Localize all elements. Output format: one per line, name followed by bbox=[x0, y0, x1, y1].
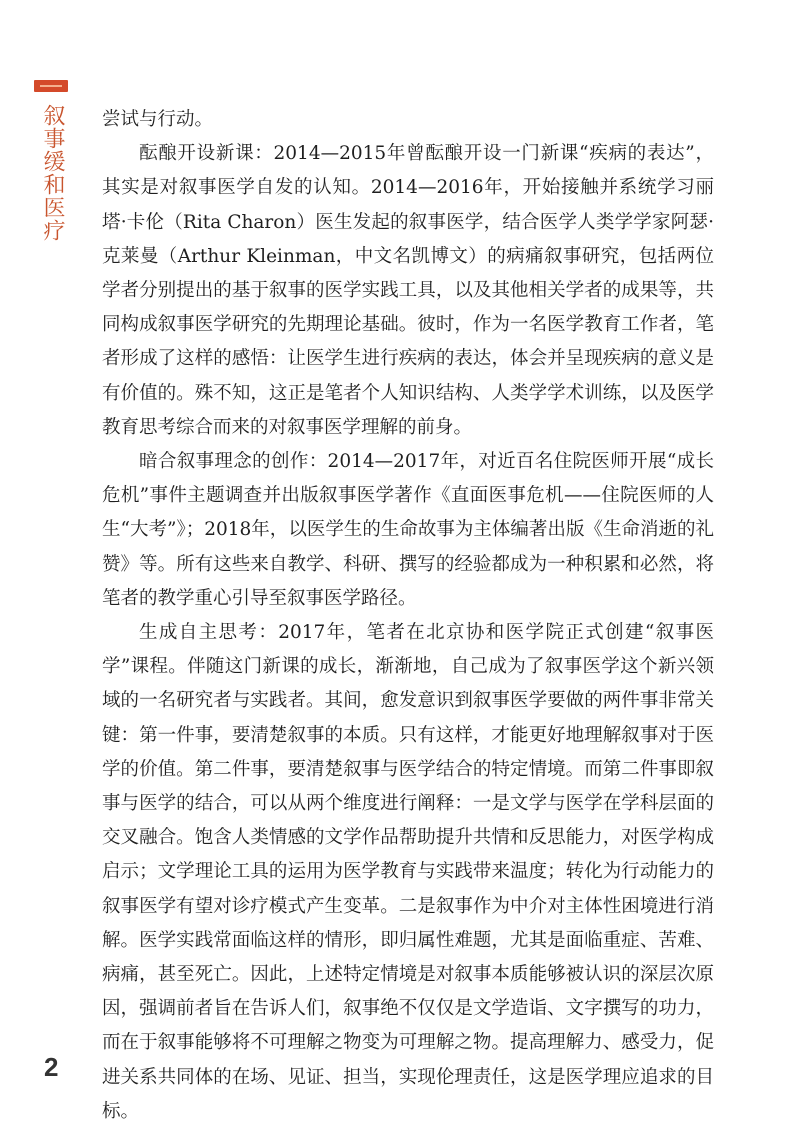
chapter-marker-bar bbox=[34, 80, 68, 92]
paragraph-new-course: 酝酿开设新课：2014—2015年曾酝酿开设一门新课“疾病的表达”，其实是对叙事医学自发的认知。2014—2016年，开始接触并系统学习丽塔·卡伦（Rita Charon）医生发起的叙事医学，结合医学人类学学家阿瑟·克莱曼（Arthur Kleinman，中文名凯博文）的病痛叙事研究，包括两位学者分别提出的基于叙事的医学实践工具，以及其他相关学者的成果等，共同构成叙事医学研究的先期理论基础。彼时，作为一名医学教育工作者，笔者形成了这样的感悟：让医学生进行疾病的表达，体会并呈现疾病的意义是有价值的。殊不知，这正是笔者个人知识结构、人类学学术训练，以及医学教育思考综合而来的对叙事医学理解的前身。 bbox=[102, 143, 714, 438]
body-text bbox=[102, 103, 714, 1129]
paragraph-autonomous-thinking: 生成自主思考：2017年，笔者在北京协和医学院正式创建“叙事医学”课程。伴随这门新课的成长，渐渐地，自己成为了叙事医学这个新兴领域的一名研究者与实践者。其间，愈发意识到叙事医学要做的两件事非常关键：第一件事，要清楚叙事的本质。只有这样，才能更好地理解叙事对于医学的价值。第二件事，要清楚叙事与医学结合的特定情境。而第二件事即叙事与医学的结合，可以从两个维度进行阐释：一是文学与医学在学科层面的交叉融合。饱含人类情感的文学作品帮助提升共情和反思能力，对医学构成启示；文学理论工具的运用为医学教育与实践带来温度；转化为行动能力的叙事医学有望对诊疗模式产生变革。二是叙事作为中介对主体性困境进行消解。医学实践常面临这样的情形，即归属性难题，尤其是面临重症、苦难、病痛，甚至死亡。因此，上述特定情境是对叙事本质能够被认识的深层次原因，强调前者旨在告诉人们，叙事绝不仅仅是文学造诣、文字撰写的功力，而在于叙事能够将不可理解之物变为可理解之物。提高理解力、感受力，促进关系共同体的在场、见证、担当，实现伦理责任，这是医学理应追求的目标。 bbox=[102, 622, 714, 1122]
running-header-book-title: 叙事缓和医疗 bbox=[40, 104, 65, 242]
paragraph-continuation: 尝试与行动。 bbox=[102, 109, 214, 130]
page-number: 2 bbox=[44, 1052, 59, 1082]
paragraph-narrative-creation: 暗合叙事理念的创作：2014—2017年，对近百名住院医师开展“成长危机”事件主题调查并出版叙事医学著作《直面医事危机——住院医师的人生“大考”》；2018年，以医学生的生命故事为主体编著出版《生命消逝的礼赞》等。所有这些来自教学、科研、撰写的经验都成为一种积累和必然，将笔者的教学重心引导至叙事医学路径。 bbox=[102, 451, 714, 609]
